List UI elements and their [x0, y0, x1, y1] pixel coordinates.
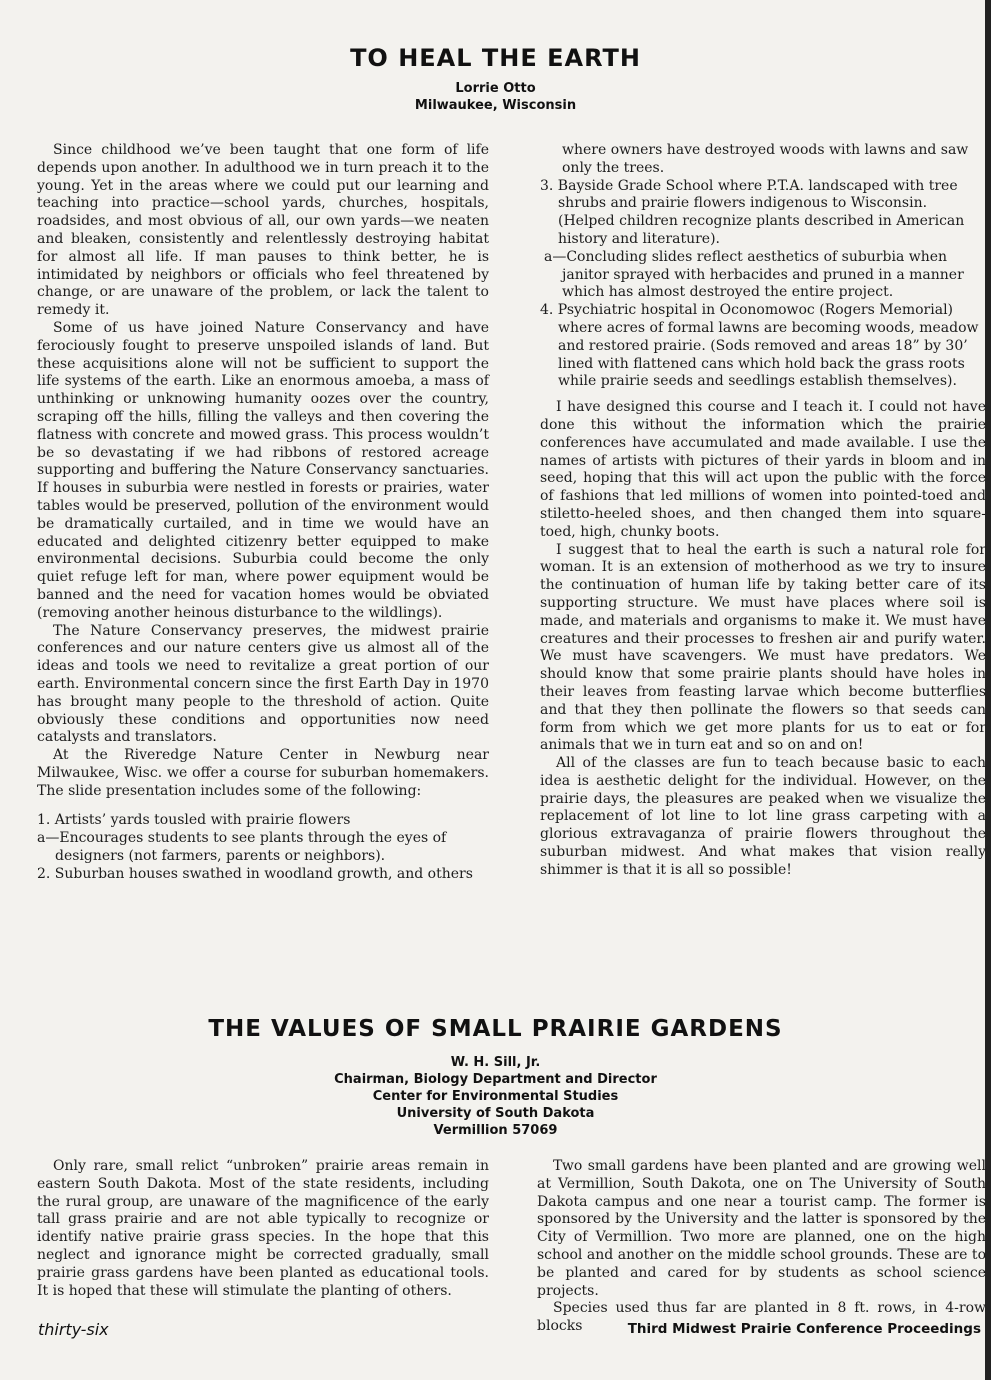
- paragraph: All of the classes are fun to teach because basic to each idea is aesthetic delight for the individual. However, on the prairie days, the pleasures are peaked when we visualize the replacement of lot line to lot line grass carpeting with a glorious extravaganza of prairie flowers throughout the suburban midwest. And what makes that vision really shimmer is that it is all so possible!: [540, 755, 986, 878]
- author-name: Lorrie Otto: [455, 81, 536, 96]
- paragraph: I have designed this course and I teach it. I could not have done this without the information which the prairie conferences have accumulated and made available. I use the names of artists with pictures of their yards in bloom and in seed, hoping that this will act upon the public with the force of fashions that led millions of women into pointed-toed and stiletto-heeled shoes, and then changed them into square-toed, high, chunky boots.: [540, 399, 986, 540]
- list-item-continued: where owners have destroyed woods with lawns and saw only the trees.: [562, 142, 969, 176]
- page-number: thirty-six: [38, 1320, 109, 1339]
- paragraph: I suggest that to heal the earth is such a natural role for woman. It is an extension of motherhood as we try to insure the continuation of human life by taking better care of its supporting structure. We must have places where soil is made, and materials and organisms to make it. We must have creatures and their processes to freshen air and purify water. We must have scavengers. We must have predators. We should know that some prairie plants should have holes in their leaves from feasting larvae which become butterflies and that they then pollinate the flowers so that seeds can form from which we get more plants for us to eat or for animals that we in turn eat and so on and on!: [540, 541, 986, 754]
- paragraph: At the Riveredge Nature Center in Newburg near Milwaukee, Wisc. we offer a course for suburban homemakers. The slide presentation includes some of the following:: [37, 747, 489, 799]
- paragraph: Species used thus far are planted in 8 ft. rows, in 4-row blocks: [537, 1300, 986, 1335]
- author-affiliation: Chairman, Biology Department and Director: [334, 1072, 657, 1087]
- list-item: 1. Artists’ yards tousled with prairie flowers: [37, 812, 351, 829]
- list-item: 3. Bayside Grade School where P.T.A. landscaped with tree shrubs and prairie flowers indigenous to Wisconsin. (Helped children recognize plants described in American history and literature).: [540, 177, 965, 247]
- list-item: 4. Psychiatric hospital in Oconomowoc (Rogers Memorial) where acres of formal lawns are becoming woods, meadow and restored prairie. (Sods removed and areas 18” by 30’ lined with flattened cans which hold back the grass roots while prairie seeds and seedlings establish themselves).: [540, 302, 979, 390]
- author-location: Milwaukee, Wisconsin: [414, 98, 577, 113]
- article1-right-column: [540, 142, 986, 882]
- author-affiliation: University of South Dakota: [396, 1106, 595, 1121]
- article-title: TO HEAL THE EARTH: [350, 44, 641, 72]
- paragraph: Some of us have joined Nature Conservancy and have ferociously fought to preserve unspoiled islands of land. But these acquisitions alone will not be sufficient to support the life systems of the earth. Like an enormous amoeba, a mass of unthinking or unknowing humanity oozes over the country, scraping off the hills, filling the valleys and then covering the flatness with concrete and mowed grass. This process wouldn’t be so devastating if we had ribbons of restored acreage supporting and buffering the Nature Conservancy sanctuaries. If houses in suburbia were nestled in forests or prairies, water tables would be preserved, pollution of the environment would be dramatically curtailed, and in time we would have an educated and delighted citizenry better equipped to make environmental decisions. Suburbia could become the only quiet refuge left for man, where power equipment would be banned and the need for vacation homes would be obviated (removing another heinous disturbance to the wildlings).: [37, 319, 489, 621]
- author-affiliation: Center for Environmental Studies: [372, 1089, 619, 1104]
- paragraph: The Nature Conservancy preserves, the midwest prairie conferences and our nature centers give us almost all of the ideas and tools we need to revitalize a great portion of our earth. Environmental concern since the first Earth Day in 1970 has brought many people to the threshold of action. Quite obviously these conditions and opportunities now need catalysts and translators.: [37, 622, 489, 746]
- paragraph: Only rare, small relict “unbroken” prairie areas remain in eastern South Dakota. Most of the state residents, including the rural group, are unaware of the magnificence of the early tall grass prairie and are not able typically to recognize or identify native prairie grass species. In the hope that this neglect and ignorance might be corrected gradually, small prairie grass gardens have been planted as educational tools. It is hoped that these will stimulate the planting of others.: [37, 1158, 489, 1299]
- article-byline: [0, 80, 991, 114]
- author-affiliation: Vermillion 57069: [433, 1123, 558, 1138]
- author-name: W. H. Sill, Jr.: [450, 1055, 541, 1070]
- article-byline: [0, 1054, 991, 1139]
- paragraph: Two small gardens have been planted and are growing well at Vermillion, South Dakota, one on The University of South Dakota campus and one near a tourist camp. The former is sponsored by the University and the latter is sponsored by the City of Vermillion. Two more are planned, one on the high school and another on the middle school grounds. These are to be planted and cared for by students as school science projects.: [537, 1158, 986, 1299]
- list-item: 2. Suburban houses swathed in woodland growth, and others: [37, 865, 473, 882]
- article2-left-column: [37, 1158, 489, 1300]
- publication-title: Third Midwest Prairie Conference Proceedings: [627, 1321, 981, 1337]
- paragraph: Since childhood we’ve been taught that one form of life depends upon another. In adulthood we in turn preach it to the young. Yet in the areas where we could put our learning and teaching into practice—school yards, churches, hospitals, roadsides, and most obvious of all, our own yards—we neaten and bleaken, consistently and relentlessly destroying habitat for almost all life. If man pauses to think better, he is intimidated by neighbors or officials who feel threatened by change, or are unaware of the problem, or lack the talent to remedy it.: [37, 142, 489, 319]
- article-title: THE VALUES OF SMALL PRAIRIE GARDENS: [208, 1016, 783, 1042]
- slide-list-continued: [540, 142, 986, 391]
- list-subitem: a—Concluding slides reflect aesthetics of suburbia when janitor sprayed with herbacides and pruned in a manner which has almost destroyed the entire project.: [544, 248, 964, 301]
- list-subitem: a—Encourages students to see plants through the eyes of designers (not farmers, parents or neighbors).: [37, 830, 447, 865]
- slide-list: [37, 812, 489, 883]
- article1-left-column: [37, 142, 489, 884]
